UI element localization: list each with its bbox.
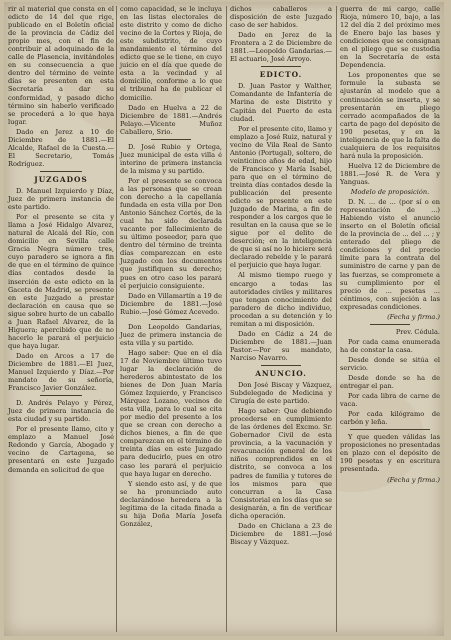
text-paragraph: Y que queden válidas las proposiciones no presentadas en plazo con el depósito de 190 pesetas y en escritura presentada. (340, 433, 440, 474)
text-paragraph: Don José Biscay y Vázquez, Subdelegado de Medicina y Cirugía de este partido. (230, 381, 332, 406)
text-paragraph: Dado en Huelva a 22 de Diciembre de 1881.—Andrés Pelayo.—Vicente Muñoz Caballero, Srio. (120, 103, 222, 136)
text-paragraph: Dado en Villamartín a 19 de Diciembre de 1881.—José Rubio.—José Gómez Acevedo. (120, 291, 222, 316)
text-paragraph: Y siendo esto así, y de que se ha pronunciado auto declarándose heredera a la legítima de la citada finada a su hija Doña María Josefa González, (120, 479, 222, 528)
column-2 (116, 2, 226, 636)
text-paragraph: como capacidad, se le incluya en las listas electorales de este distrito y como de dicho vecino de la Cortes y Rioja, de este subdistrito, de cuyo mandamiento el término del edicto que se le tiene, en cuyo juicio en el día que quede de esta a la vecindad y al domicilio, conforme a lo que el tribunal ha de publicar el domicilio. (120, 5, 222, 102)
text-paragraph: D. Andrés Pelayo y Pérez, Juez de primera instancia de esta ciudad y su partido. (8, 399, 114, 424)
text-paragraph: Por el presente cito, llamo y emplazo a José Ruiz, natural y vecino de Vila Real de Santo Antonio (Portugal), soltero, de veinticinco años de edad, hijo de Francisco y María Isabel, para que en el término de treinta días contados desde la publicación del presente edicto se presente en este Juzgado de Marina, a fin de responder a los cargos que le resultan en la causa que se le sigue por el delito de deserción; en la inteligencia de que si así no lo hiciere será declarado rebelde y le parará el perjuicio que haya lugar. (230, 124, 332, 270)
column-1 (4, 2, 118, 636)
text-paragraph: Hago saber: Que en el día 17 de Noviembre último tuvo lugar la declaración de herederos abintestato de los bienes de Don Juan María Gómez Izquierdo, y Francisco Márquez Lozano, vecinos de esta villa, para lo cual se cita por medio del presente a los que se crean con derecho a dichos bienes, a fin de que comparezcan en el término de treinta días en este Juzgado para deducirlo, pues en otro caso les parará el perjuicio que haya lugar en derecho. (120, 348, 222, 478)
text-paragraph: Los proponentes que se formule la subasta se ajustarán al modelo que a continuación se inserta, y se presentarán en pliego cerrado acompañados de la carta de pago del depósito de 190 pesetas, y en la inteligencia de que la falta de cualquiera de los requisitos hará nula la proposición. (340, 71, 440, 160)
text-paragraph: Al mismo tiempo ruego y encargo a todas las autoridades civiles y militares que tengan conocimiento del paradero de dicho individuo, procedan a su detención y lo remitan a mi disposición. (230, 271, 332, 328)
text-paragraph: Por el presente se cita y llama a José Hidalgo Alvarez, natural de Alcalá del Río, con domicilio en Sevilla calle Gracia Negra número tres, cuyo paradero se ignora a fin de que en el término de quince días contados desde la inserción de este edicto en la Gaceta de Madrid, se presente en este Juzgado a prestar declaración en causa que se sigue sobre hurto de un caballo a Juan Rafael Alvarez, de la Higuera; apercibido que de no hacerlo le parará el perjuicio que haya lugar. (8, 213, 114, 350)
column-3 (226, 2, 336, 636)
text-paragraph: Dado en Cádiz a 24 de Diciembre de 1881.—Juan Pastor.—Por su mandato, Narciso Navarro. (230, 329, 332, 362)
text-paragraph: Por el presente llamo, cito y emplazo a Manuel José Redondo y García, Abogado y vecino de Cartagena, se presentará en este Juzgado demanda en solicitud de que (8, 425, 114, 474)
note-item: Desde donde se sitúa el servicio. (340, 355, 440, 372)
text-paragraph: D. José Rubio y Ortega, Juez municipal de esta villa é interino de primera instancia de la misma y su partido. (120, 142, 222, 175)
note-title: Prev. Cédula. (395, 327, 440, 336)
text-paragraph: D. Manuel Izquierdo y Díaz, Juez de primera instancia de este partido. (8, 186, 114, 212)
divider (350, 429, 430, 430)
section-heading-juzgados: JUZGADOS (34, 174, 88, 184)
note-item: Por cada cama enumerada ha de constar la casa. (340, 337, 440, 354)
divider (261, 365, 302, 366)
text-paragraph: Hago saber: Que debiendo procederse en cumplimiento de las órdenes del Excmo. Sr. Gobernador Civil de esta provincia, a la vacunación y revacunación general de los niños comprendidos en el distrito, se convoca a los padres de familia y tutores de los mismos para que concurran a la Casa Consistorial en los días que se designarán, a fin de verificar dicha operación. (230, 407, 332, 520)
text-paragraph: Huelva 12 de Diciembre de 1881.—José R. de Vera y Yanguas. (340, 161, 440, 186)
note-item: Por cada kilógramo de carbón y leña. (340, 410, 440, 427)
model-date: (Fecha y firma.) (387, 312, 440, 321)
note-item: Por cada libra de carne de vaca. (340, 392, 440, 409)
divider (151, 139, 192, 140)
divider (370, 324, 410, 325)
text-paragraph: D. Juan Pastor y Walther, Comandante de Infantería de Marina de este Distrito y Capitán del Puerto de esta ciudad. (230, 82, 332, 123)
closing-date: (Fecha y firma.) (387, 475, 440, 484)
divider (40, 395, 82, 396)
text-paragraph: Dado en Jerez a 10 de Diciembre de 1881.—El Alcalde, Rafael de la Cuesta.—El Secretario, Tomás Rodríguez. (8, 127, 114, 168)
text-paragraph: Dado en Jerez de la Frontera a 2 de Diciembre de 1881.—Leopoldo Gandarias.—El actuario, José Arroyo. (230, 31, 332, 64)
model-title: Modelo de proposición. (350, 188, 430, 197)
text-paragraph: D. N. ... de ... (por sí o en representación de ...) Habiendo visto el anuncio inserto en el Boletín oficial de la provincia de ... del ... ; y enterado del pliego de condiciones y del precio límite para la contrata del suministro de carne y pan de las fuerzas, se compromete a su cumplimiento por el precio de ... pesetas ... céntimos, con sujeción a las expresadas condiciones. (340, 198, 440, 311)
text-paragraph: Dado en Chiclana a 23 de Diciembre de 1881.—José Biscay y Vázquez. (230, 521, 332, 546)
text-paragraph: Don Leopoldo Gandarias, Juez de primera instancia de esta villa y su partido. (120, 322, 222, 347)
divider (261, 66, 302, 67)
section-heading-edicto: EDICTO. (259, 70, 303, 80)
text-paragraph: dichos caballeros a disposición de este Juzgado caso de ser habidos. (230, 5, 332, 30)
divider (40, 171, 82, 172)
note-item: Desde donde se ha de entregar el pan. (340, 374, 440, 391)
section-heading-anuncio: ANUNCIO. (255, 368, 307, 378)
text-paragraph: guerra de mi cargo, calle Rioja, número 10, bajo, a las 12 del día 2 del próximo mes de Enero bajo las bases y condiciones que se consignan en el pliego que se custodia en la Secretaría de esta Dependencia. (340, 5, 440, 70)
column-4 (336, 2, 444, 636)
text-paragraph: Dado en Arcos a 17 de Diciembre de 1881.—El Juez, Manuel Izquierdo y Díaz.—Por mandato de su señoría, Francisco Javier González. (8, 351, 114, 393)
text-paragraph: rir al material que consta en el edicto de 14 del que rige, publicado en el Boletín oficial de la provincia de Cádiz del propio mes, con el fin de contribuir al adoquinado de la calle de Plasencia, invitándoles en su consecuencia a que dentro del término de veinte días se presenten en esta Secretaría a dar su conformidad, y pasado dicho término sin haberlo verificado se procederá a lo que haya lugar. (8, 5, 114, 126)
divider (151, 319, 192, 320)
newspaper-page (4, 2, 444, 636)
text-paragraph: Por el presente se convoca a las personas que se crean con derecho a la capellanía fundada en esta villa por Don Antonio Sánchez Cortés, de la cual ha sido declarada vacante por fallecimiento de su último poseedor, para que dentro del término de treinta días comparezcan en este Juzgado con los documentos que justifiquen su derecho; pues en otro caso les parará el perjuicio consiguiente. (120, 176, 222, 290)
